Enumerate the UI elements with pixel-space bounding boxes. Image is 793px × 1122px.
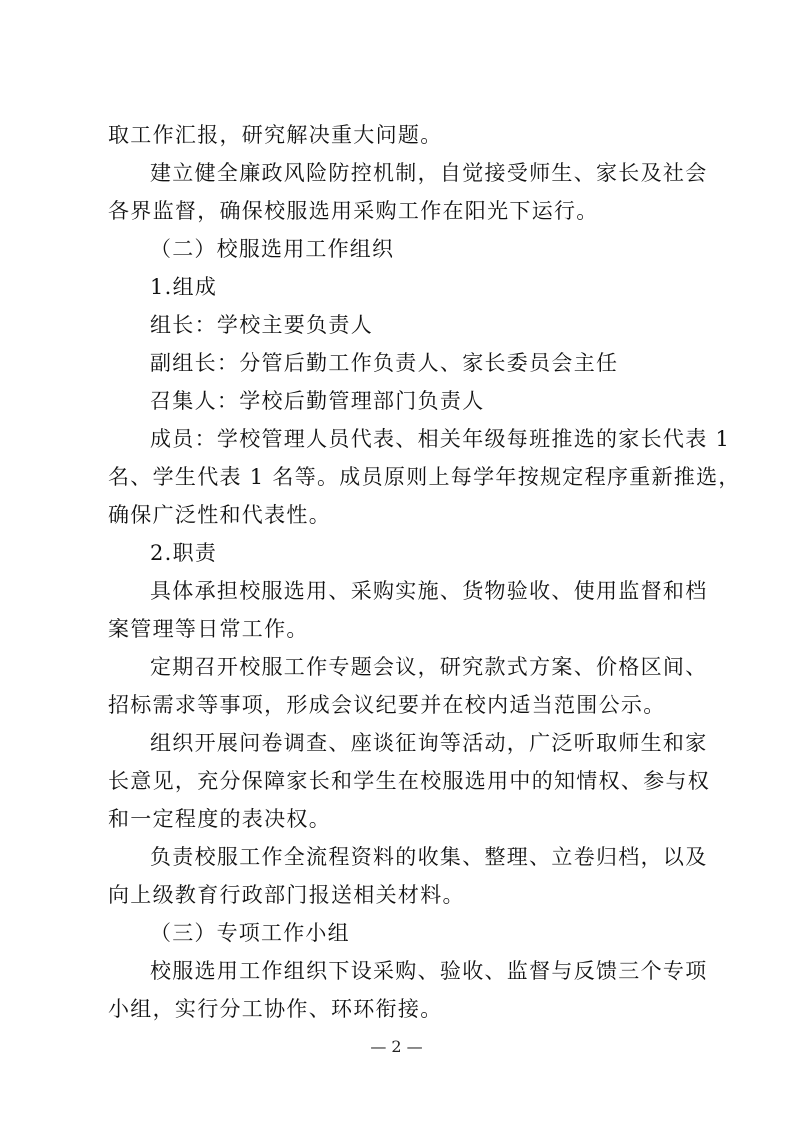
paragraph-line: 校服选用工作组织下设采购、验收、监督与反馈三个专项: [150, 959, 708, 983]
subsection-heading: 1.组成: [150, 275, 218, 299]
paragraph-line: 取工作汇报，研究解决重大问题。: [108, 123, 443, 147]
subsection-heading: 2.职责: [150, 541, 218, 565]
paragraph-line: 各界监督，确保校服选用采购工作在阳光下运行。: [108, 199, 599, 223]
paragraph-line: 和一定程度的表决权。: [108, 807, 331, 831]
section-heading: （三）专项工作小组: [150, 921, 350, 945]
section-heading: （二）校服选用工作组织: [150, 237, 395, 261]
paragraph-line: 组织开展问卷调查、座谈征询等活动，广泛听取师生和家: [150, 731, 708, 755]
paragraph-line: 小组，实行分工协作、环环衔接。: [108, 997, 443, 1021]
paragraph-line: 组长：学校主要负责人: [150, 313, 373, 337]
paragraph-line: 长意见，充分保障家长和学生在校服选用中的知情权、参与权: [108, 769, 711, 793]
page-number: — 2 —: [370, 1037, 423, 1056]
paragraph-line: 成员：学校管理人员代表、相关年级每班推选的家长代表 1: [150, 427, 731, 451]
paragraph-line: 招标需求等事项，形成会议纪要并在校内适当范围公示。: [108, 693, 666, 717]
paragraph-line: 名、学生代表 1 名等。成员原则上每学年按规定程序重新推选，: [108, 465, 741, 489]
paragraph-line: 确保广泛性和代表性。: [108, 503, 331, 527]
paragraph-line: 负责校服工作全流程资料的收集、整理、立卷归档，以及: [150, 845, 708, 869]
paragraph-line: 召集人：学校后勤管理部门负责人: [150, 389, 485, 413]
paragraph-line: 具体承担校服选用、采购实施、货物验收、使用监督和档: [150, 579, 708, 603]
paragraph-line: 副组长：分管后勤工作负责人、家长委员会主任: [150, 351, 619, 375]
paragraph-line: 案管理等日常工作。: [108, 617, 309, 641]
paragraph-line: 向上级教育行政部门报送相关材料。: [108, 883, 465, 907]
paragraph-line: 定期召开校服工作专题会议，研究款式方案、价格区间、: [150, 655, 708, 679]
paragraph-line: 建立健全廉政风险防控机制，自觉接受师生、家长及社会: [150, 161, 708, 185]
